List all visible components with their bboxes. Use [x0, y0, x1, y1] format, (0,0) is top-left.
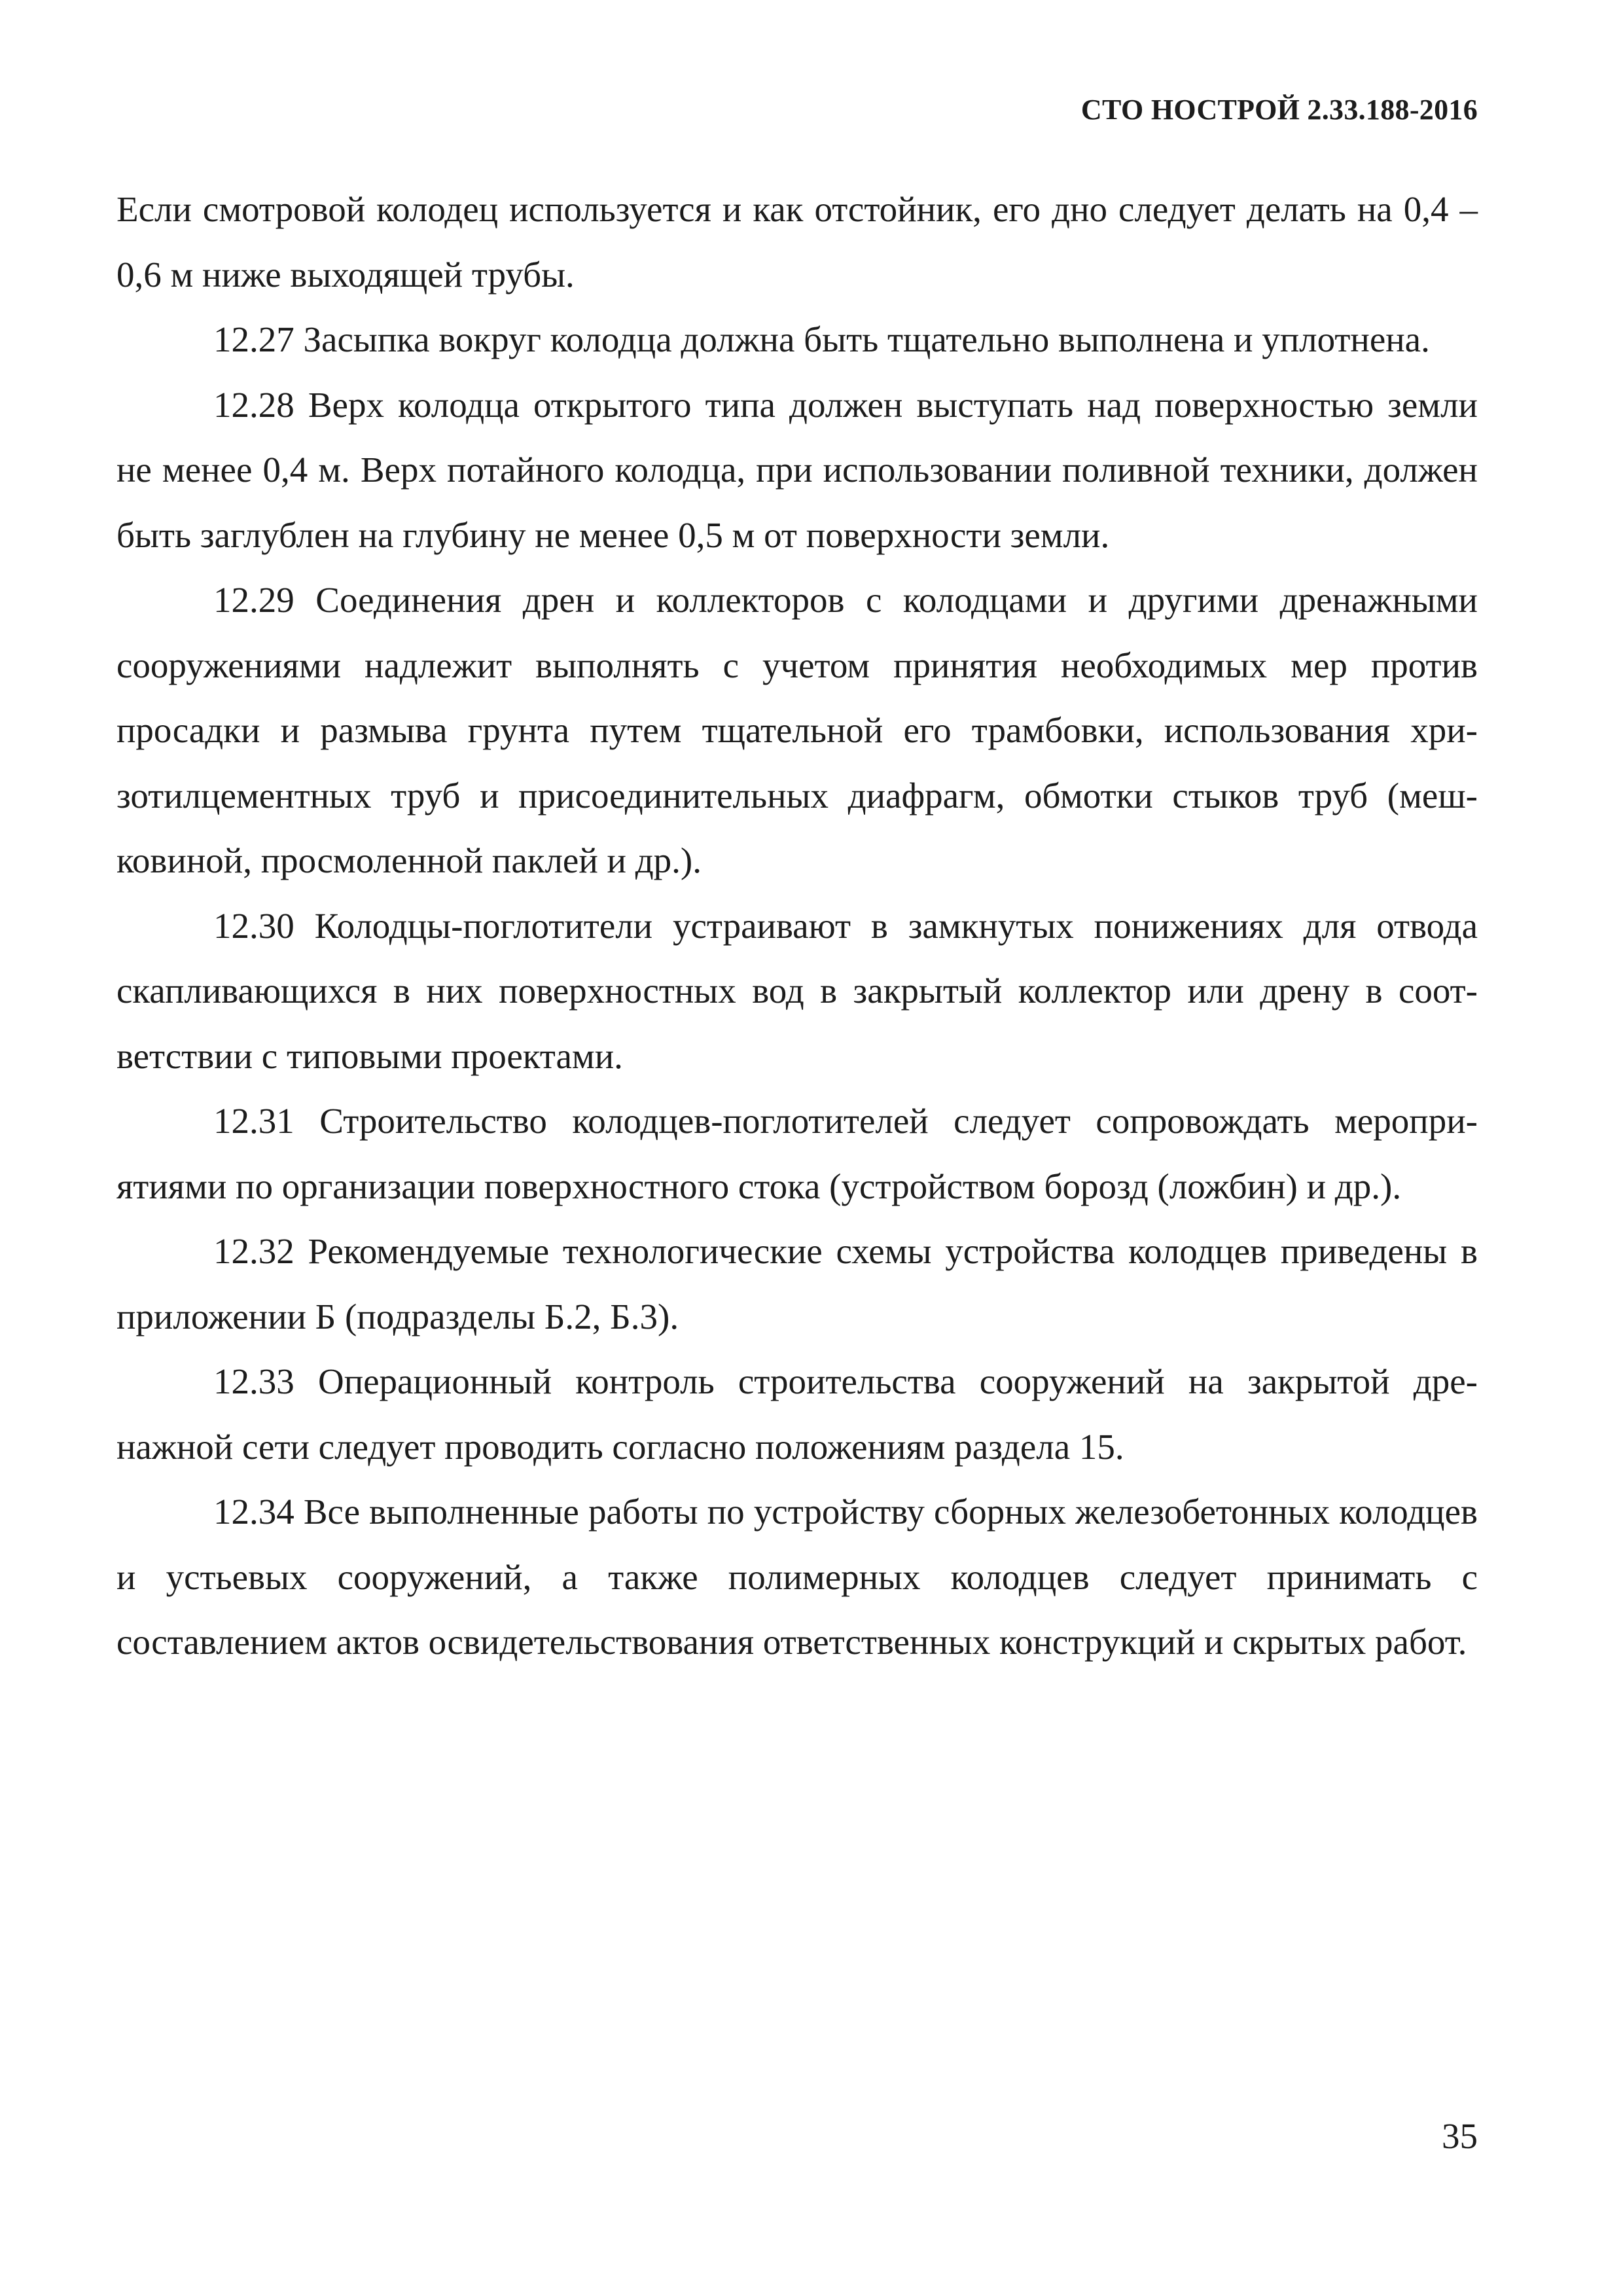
document-body: [116, 177, 1478, 1675]
paragraph-12-31: 12.31 Строительство колодцев-поглотителей следует сопровождать мероприятиями по организации поверхностного стока (устройством борозд (ложбин) и др.).: [116, 1101, 1478, 1206]
paragraph-12-30: 12.30 Колодцы-поглотители устраивают в замкнутых понижениях для отвода скапливающихся в них поверхностных вод в закрытый коллектор или дрену в соответствии с типовыми проектами.: [116, 905, 1478, 1076]
paragraph-12-34: 12.34 Все выполненные работы по устройству сборных железобетонных колодцев и устьевых сооружений, а также полимерных колодцев следует принимать с составлением актов освидетельствования ответственных конструкций и скрытых работ.: [116, 1492, 1478, 1662]
paragraph-12-32: 12.32 Рекомендуемые технологические схемы устройства колодцев приведены в приложении Б (подразделы Б.2, Б.3).: [116, 1231, 1478, 1336]
paragraph-12-29: 12.29 Соединения дрен и коллекторов с колодцами и другими дренажными сооружениями надлежит выполнять с учетом принятия необходимых мер против просадки и размыва грунта путем тщательной его трамбовки, использования хризотилцементных труб и присоединительных диафрагм, обмотки стыков труб (мешковиной, просмоленной паклей и др.).: [116, 580, 1478, 880]
page-number: 35: [1442, 2116, 1478, 2156]
document-code-header: СТО НОСТРОЙ 2.33.188-2016: [1080, 94, 1478, 126]
paragraph-12-27: 12.27 Засыпка вокруг колодца должна быть тщательно выполнена и уплотнена.: [213, 319, 1430, 359]
paragraph-12-33: 12.33 Операционный контроль строительства сооружений на закрытой дренажной сети следует проводить согласно положениям раздела 15.: [116, 1361, 1478, 1467]
paragraph-continuation: Если смотровой колодец используется и как отстойник, его дно следует делать на 0,4 – 0,6 м ниже выходящей трубы.: [116, 189, 1478, 295]
paragraph-12-28: 12.28 Верх колодца открытого типа должен выступать над поверхностью земли не менее 0,4 м. Верх потайного колодца, при использовании поливной техники, должен быть заглублен на глубину не менее 0,5 м от поверхности земли.: [116, 384, 1478, 555]
